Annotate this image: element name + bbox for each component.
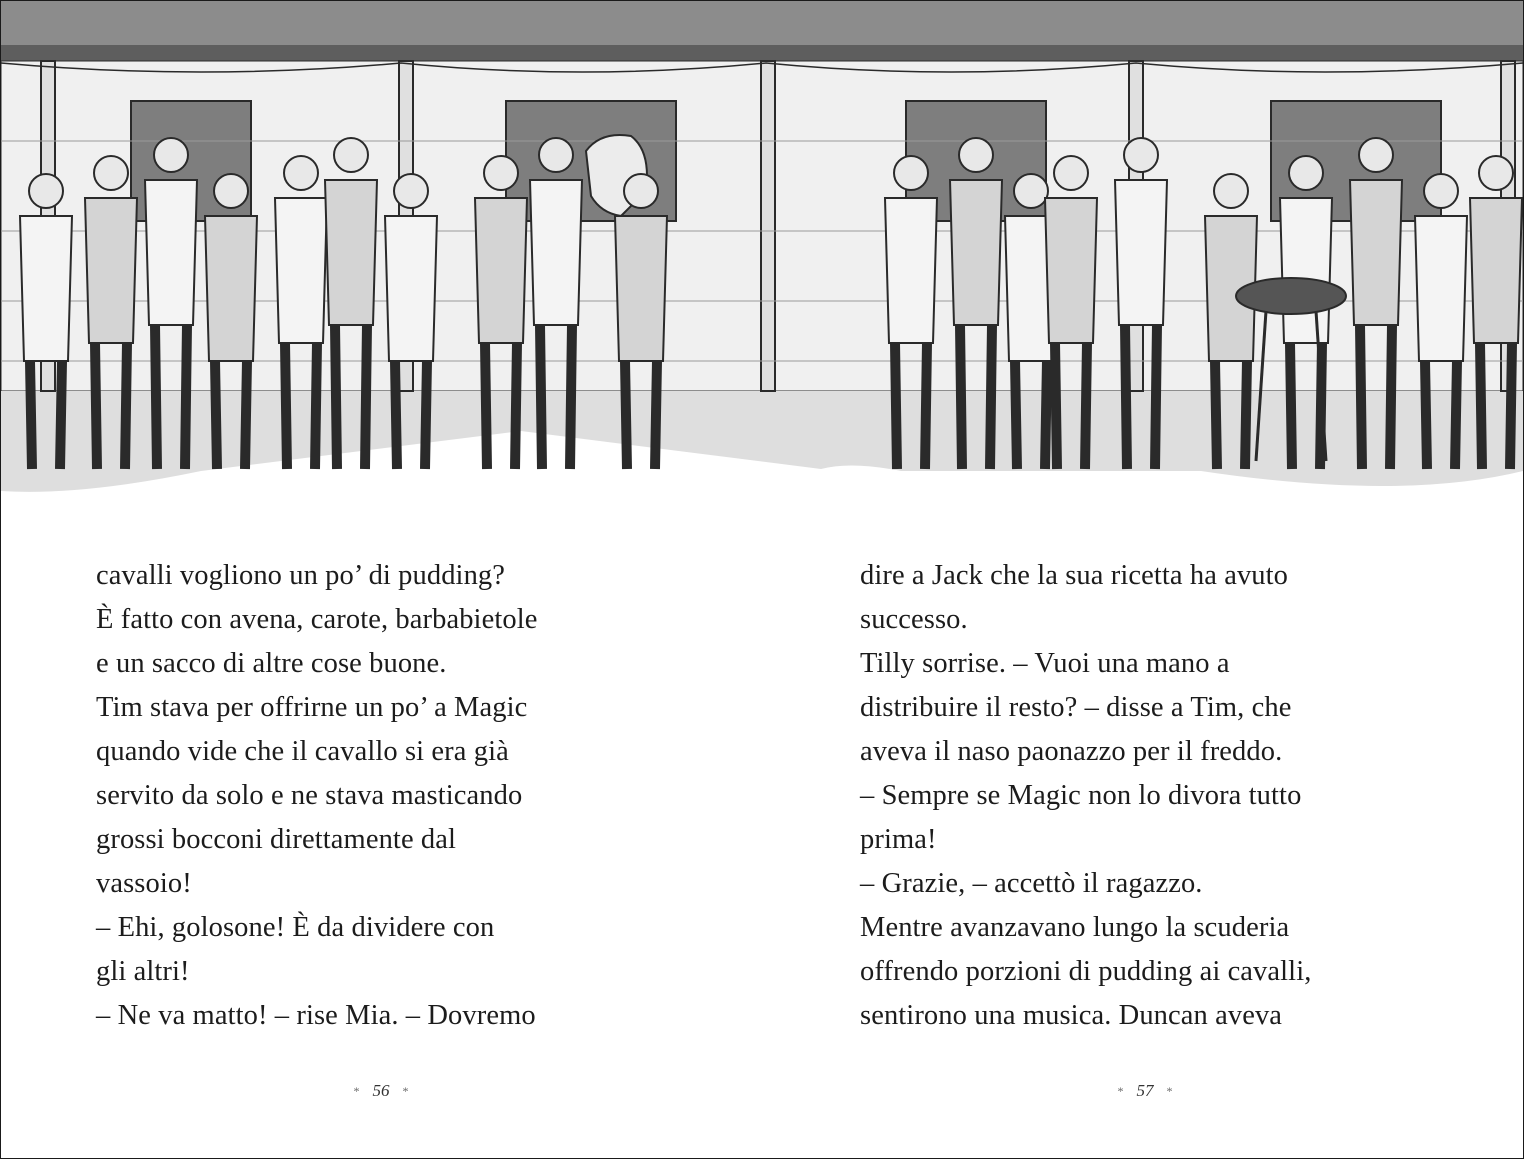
star-icon: * <box>402 1084 409 1098</box>
person-head <box>484 156 518 190</box>
person-head <box>214 174 248 208</box>
person-body <box>85 198 137 343</box>
text-line: – Ehi, golosone! È da dividere con <box>96 912 495 943</box>
text-line: quando vide che il cavallo si era già <box>96 736 509 767</box>
person-head <box>959 138 993 172</box>
text-line: grossi bocconi direttamente dal <box>96 824 457 855</box>
person-body <box>1350 180 1402 325</box>
page-number: 56 <box>372 1081 390 1100</box>
person-head <box>154 138 188 172</box>
person-body <box>475 198 527 343</box>
person-head <box>334 138 368 172</box>
text-line: sentirono una musica. Duncan aveva <box>860 1000 1283 1031</box>
person-head <box>1289 156 1323 190</box>
person-body <box>1115 180 1167 325</box>
person-body <box>1415 216 1467 361</box>
person-body <box>385 216 437 361</box>
person-head <box>1214 174 1248 208</box>
text-line: gli altri! <box>96 956 190 987</box>
text-line: vassoio! <box>96 868 192 899</box>
person-head <box>284 156 318 190</box>
star-icon: * <box>1117 1084 1124 1098</box>
person-head <box>624 174 658 208</box>
page-number-left <box>321 1081 441 1101</box>
person-body <box>275 198 327 343</box>
person-body <box>325 180 377 325</box>
person-body <box>615 216 667 361</box>
text-line: – Ne va matto! – rise Mia. – Dovremo <box>96 1000 536 1031</box>
text-line: e un sacco di altre cose buone. <box>96 648 447 679</box>
person-body <box>1470 198 1522 343</box>
text-line: prima! <box>860 824 937 855</box>
person-body <box>950 180 1002 325</box>
person-body <box>885 198 937 343</box>
right-page-text <box>860 554 1480 1038</box>
text-line: Tim stava per offrirne un po’ a Magic <box>96 692 528 723</box>
person-head <box>29 174 63 208</box>
page-number: 57 <box>1136 1081 1154 1100</box>
page-number-right <box>1085 1081 1205 1101</box>
text-line: – Grazie, – accettò il ragazzo. <box>860 868 1203 899</box>
text-line: offrendo porzioni di pudding ai cavalli, <box>860 956 1312 987</box>
person-body <box>205 216 257 361</box>
text-line: servito da solo e ne stava masticando <box>96 780 523 811</box>
text-line: distribuire il resto? – disse a Tim, che <box>860 692 1292 723</box>
person-body <box>530 180 582 325</box>
person-head <box>894 156 928 190</box>
star-icon: * <box>353 1084 360 1098</box>
text-line: È fatto con avena, carote, barbabietole <box>96 604 538 635</box>
person-head <box>394 174 428 208</box>
text-line: Tilly sorrise. – Vuoi una mano a <box>860 648 1230 679</box>
text-line: – Sempre se Magic non lo divora tutto <box>860 780 1302 811</box>
person-head <box>1424 174 1458 208</box>
left-page-text <box>96 554 716 1038</box>
person-head <box>1014 174 1048 208</box>
person-head <box>1359 138 1393 172</box>
text-line: Mentre avanzavano lungo la scuderia <box>860 912 1290 943</box>
person-head <box>1124 138 1158 172</box>
person-body <box>1045 198 1097 343</box>
text-line: dire a Jack che la sua ricetta ha avuto <box>860 560 1289 591</box>
stable-christmas-party-icon <box>1 1 1523 501</box>
person-head <box>539 138 573 172</box>
person-body <box>1280 198 1332 343</box>
stable-party-illustration <box>1 1 1523 501</box>
text-line: cavalli vogliono un po’ di pudding? <box>96 560 506 591</box>
person-head <box>94 156 128 190</box>
person-body <box>145 180 197 325</box>
text-line: successo. <box>860 604 968 635</box>
star-icon: * <box>1166 1084 1173 1098</box>
text-line: aveva il naso paonazzo per il freddo. <box>860 736 1283 767</box>
person-body <box>20 216 72 361</box>
person-head <box>1054 156 1088 190</box>
person-head <box>1479 156 1513 190</box>
